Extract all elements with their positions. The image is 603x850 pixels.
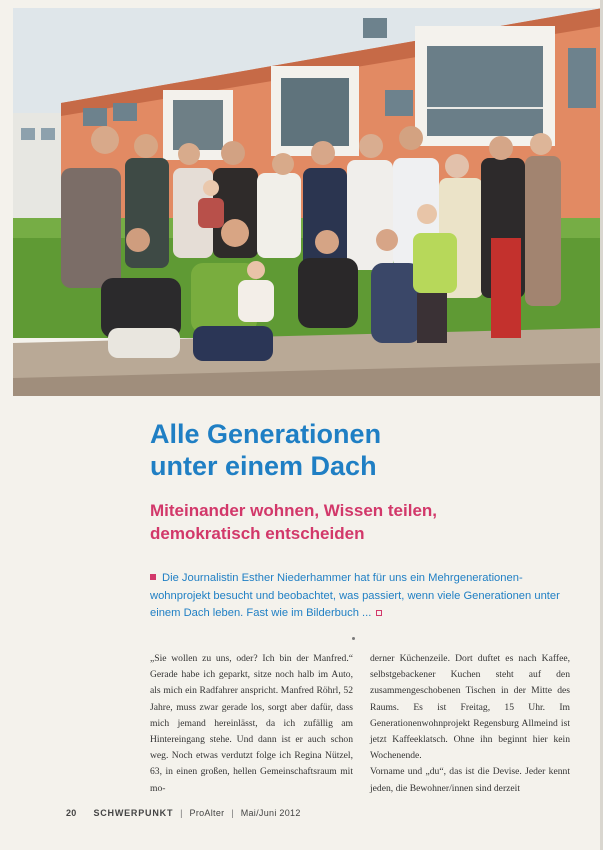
body-paragraph: derner Küchenzeile. Dort duftet es nach Kaffee, selbstgebackener Kuchen steht auf den zusammengeschobenen Tischen in der Mitte des Raums. Es ist Freitag, 15 Uhr. Im Generationenwohnprojekt Regensburg Allmeind ist jetzt Kaffeeklatsch. Ohne ihn beginnt hier kein Wochenende. — [370, 653, 570, 762]
subhead-line-1: Miteinander wohnen, Wissen teilen, — [150, 501, 437, 520]
lead-bullet-icon — [150, 574, 156, 580]
lead-end-mark-icon — [376, 610, 382, 616]
footer-separator: | — [180, 808, 183, 818]
subhead-line-2: demokratisch entscheiden — [150, 524, 365, 543]
footer-separator: | — [231, 808, 234, 818]
article-headline — [150, 418, 590, 482]
body-paragraph: „Sie wollen zu uns, oder? Ich bin der Manfred.“ Gerade habe ich geparkt, sitze noch halb im Auto, als mich ein Radfahrer anspricht. Manfred Röhrl, 52 Jahre, muss zwar gerade los, sorgt aber dafür, dass mich jemand hereinlässt, da ich zufällig am Hintereingang stehe. Und dann ist er auch schon weg. Noch etwas verdutzt folge ich Regina Nützel, 63, in einen großen, hellen Gemeinschaftsraum mit mo- — [150, 653, 353, 794]
body-column-right — [370, 651, 570, 797]
issue-date: Mai/Juni 2012 — [240, 808, 301, 818]
headline-line-1: Alle Generationen — [150, 419, 382, 449]
separator-dot — [352, 637, 355, 640]
headline-line-2: unter einem Dach — [150, 451, 377, 481]
body-paragraph: Vorname und „du“, das ist die Devise. Jeder kennt jeden, die Bewohner/innen sind derzeit — [370, 766, 570, 794]
page-number: 20 — [66, 808, 77, 818]
group-photo-illustration — [13, 8, 603, 396]
article-lead — [150, 570, 570, 623]
body-column-left — [150, 651, 353, 797]
section-name: SCHWERPUNKT — [93, 808, 174, 818]
magazine-name: ProAlter — [189, 808, 225, 818]
lead-text: Die Journalistin Esther Niederhammer hat für uns ein Mehrgenerationen-wohnprojekt besucht und beobachtet, was passiert, wenn viele Generationen unter einem Dach leben. Fast wie im Bilderbuch ... — [150, 572, 560, 619]
article-subheadline — [150, 499, 590, 545]
page-footer — [66, 808, 301, 818]
group-photo — [13, 8, 603, 396]
